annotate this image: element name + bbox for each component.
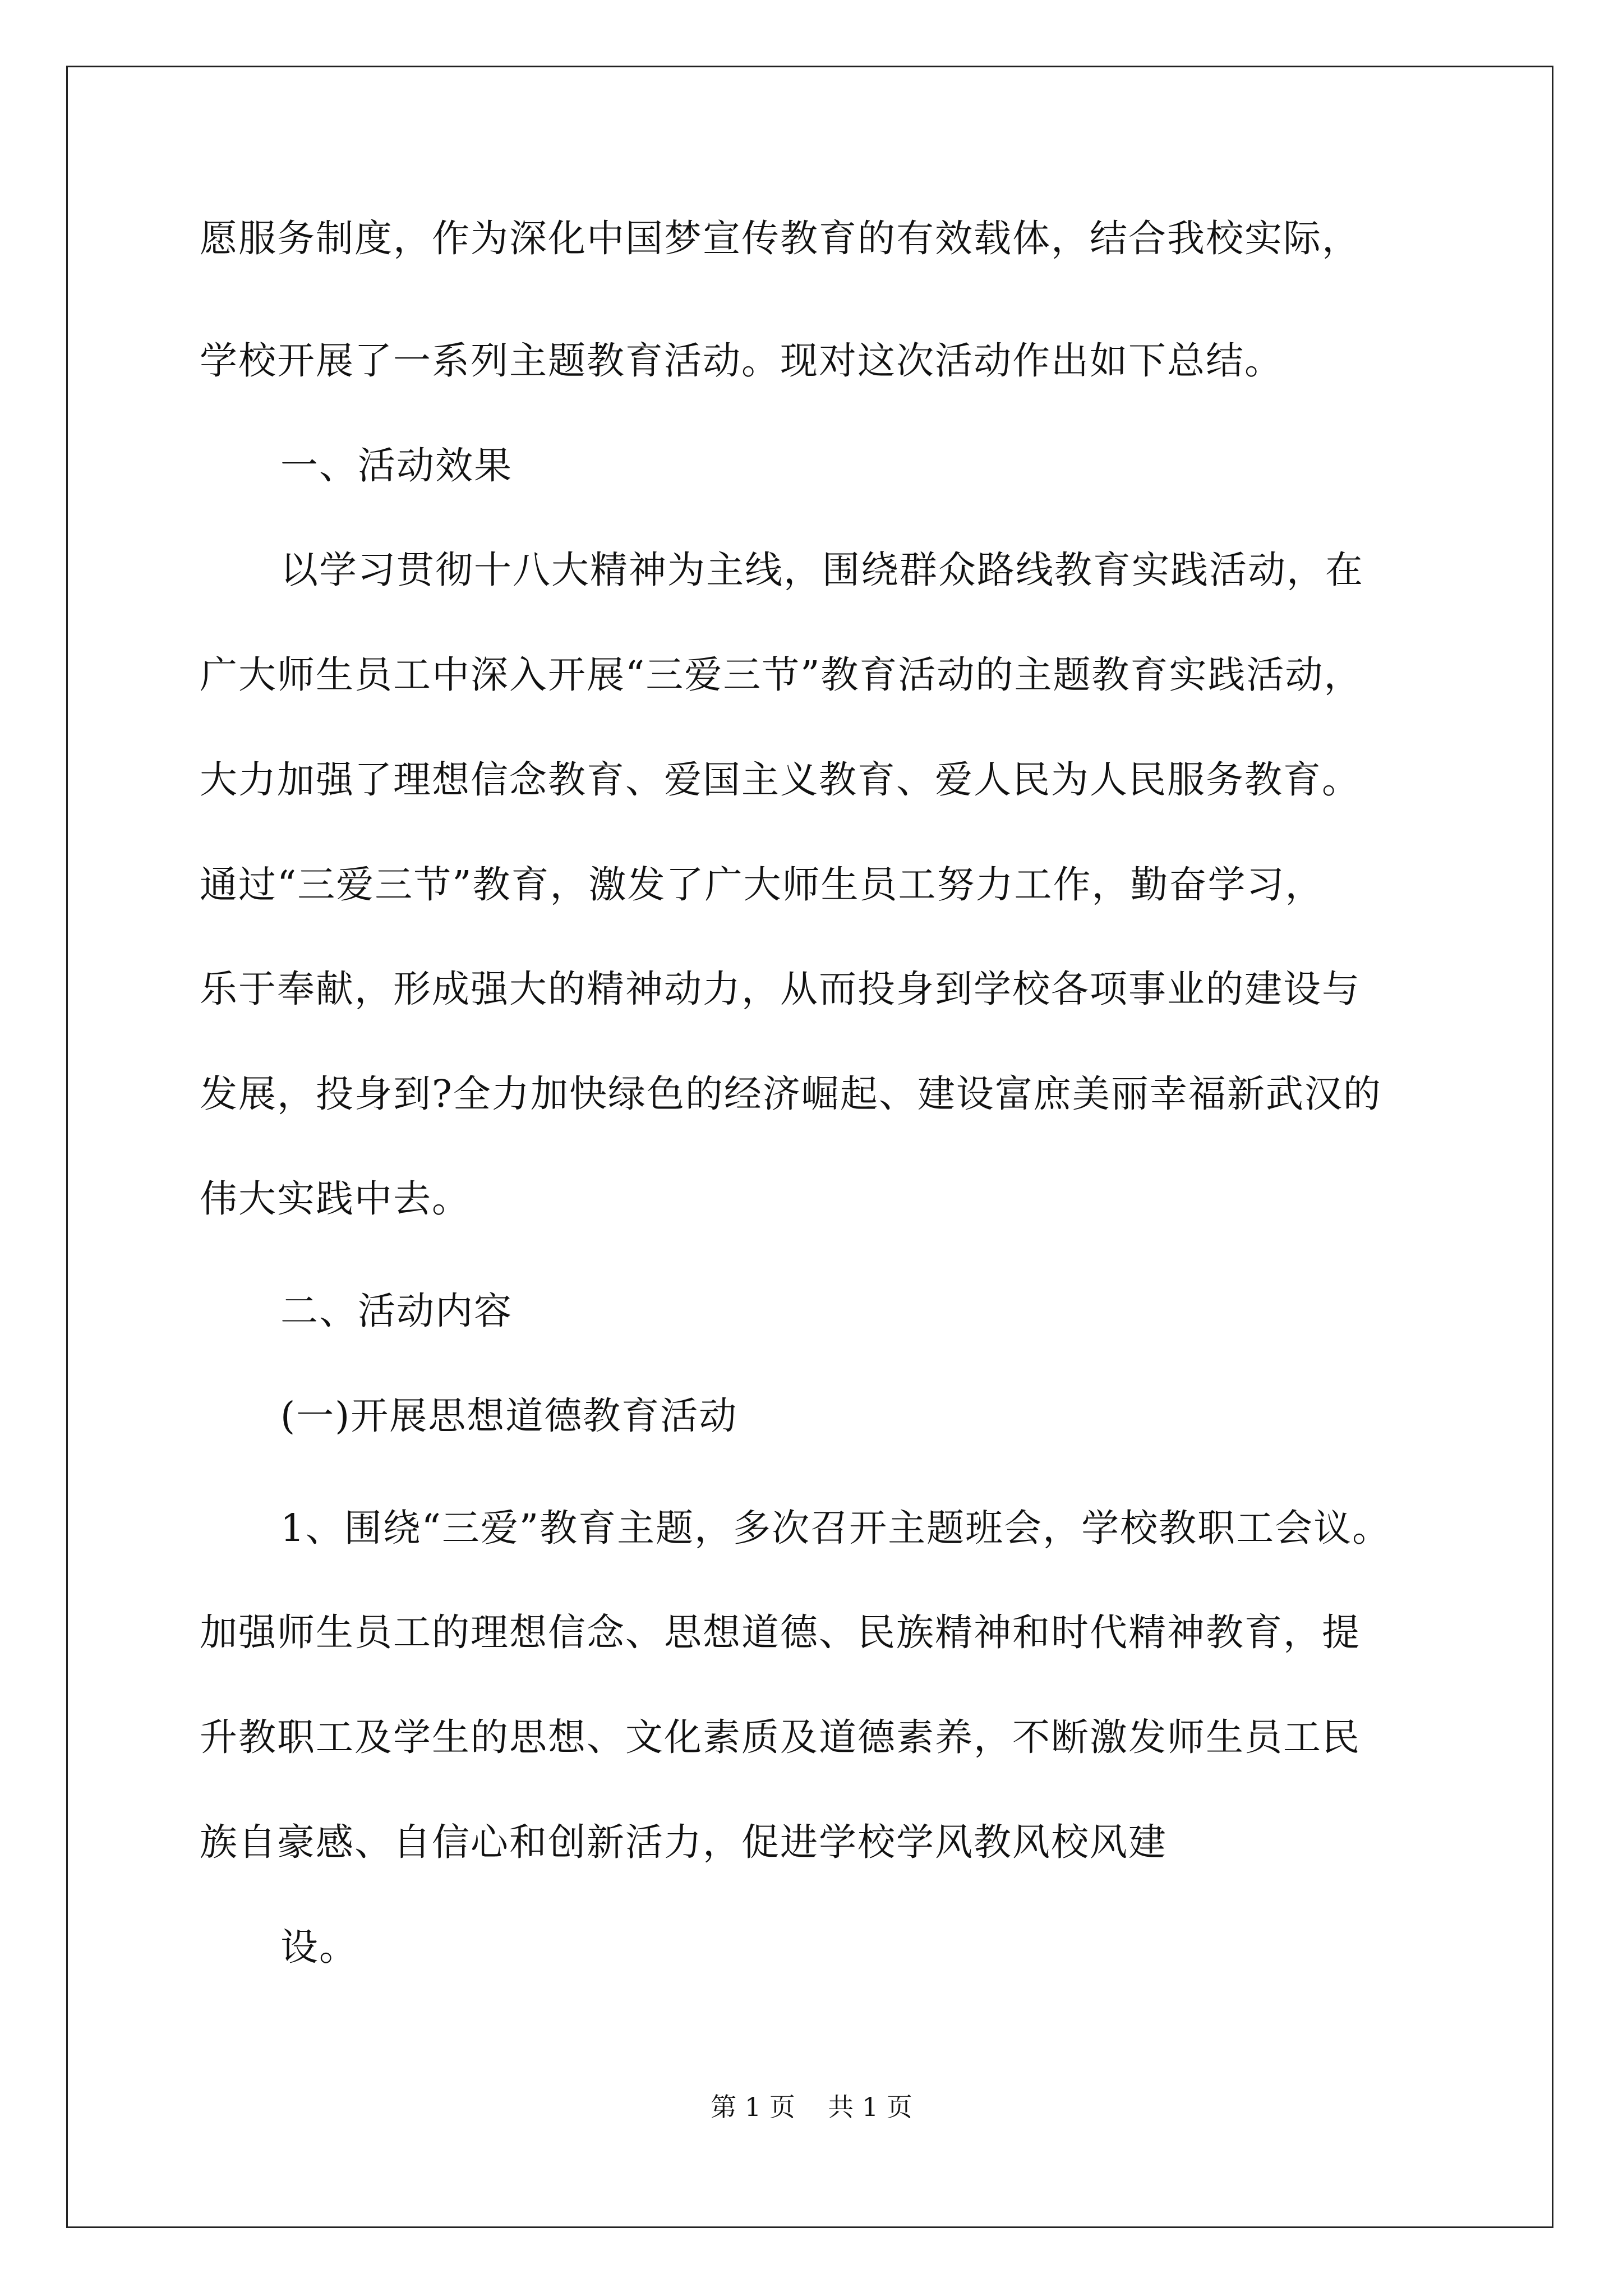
body-line: 发展，投身到?全力加快绿色的经济崛起、建设富庶美丽幸福新武汉的 <box>200 1072 1382 1116</box>
body-line: 族自豪感、自信心和创新活力，促进学校学风教风校风建 <box>200 1820 1167 1864</box>
body-line: 乐于奉献，形成强大的精神动力，从而投身到学校各项事业的建设与 <box>200 967 1361 1011</box>
section-heading: 二、活动内容 <box>280 1289 513 1333</box>
body-line: 学校开展了一系列主题教育活动。现对这次活动作出如下总结。 <box>200 339 1283 383</box>
section-heading: 一、活动效果 <box>280 444 513 487</box>
body-line: 1、围绕“三爱”教育主题，多次召开主题班会，学校教职工会议。 <box>280 1506 1391 1550</box>
body-line: 伟大实践中去。 <box>200 1177 471 1221</box>
body-line: 通过“三爱三节”教育，激发了广大师生员工努力工作，勤奋学习， <box>200 863 1324 907</box>
body-line: 大力加强了理想信念教育、爱国主义教育、爱人民为人民服务教育。 <box>200 758 1361 802</box>
body-line: 以学习贯彻十八大精神为主线，围绕群众路线教育实践活动，在 <box>280 548 1364 592</box>
body-line: 广大师生员工中深入开展“三爱三节”教育活动的主题教育实践活动， <box>200 653 1363 697</box>
body-line: 升教职工及学生的思想、文化素质及道德素养，不断激发师生员工民 <box>200 1715 1361 1759</box>
page-border <box>66 66 1553 2228</box>
body-line: 愿服务制度，作为深化中国梦宣传教育的有效载体，结合我校实际， <box>200 217 1361 260</box>
body-line: 设。 <box>280 1925 358 1969</box>
subsection-heading: (一)开展思想道德教育活动 <box>280 1394 738 1438</box>
page-number-footer: 第 1 页 共 1 页 <box>711 2092 912 2122</box>
body-line: 加强师生员工的理想信念、思想道德、民族精神和时代精神教育，提 <box>200 1611 1361 1654</box>
